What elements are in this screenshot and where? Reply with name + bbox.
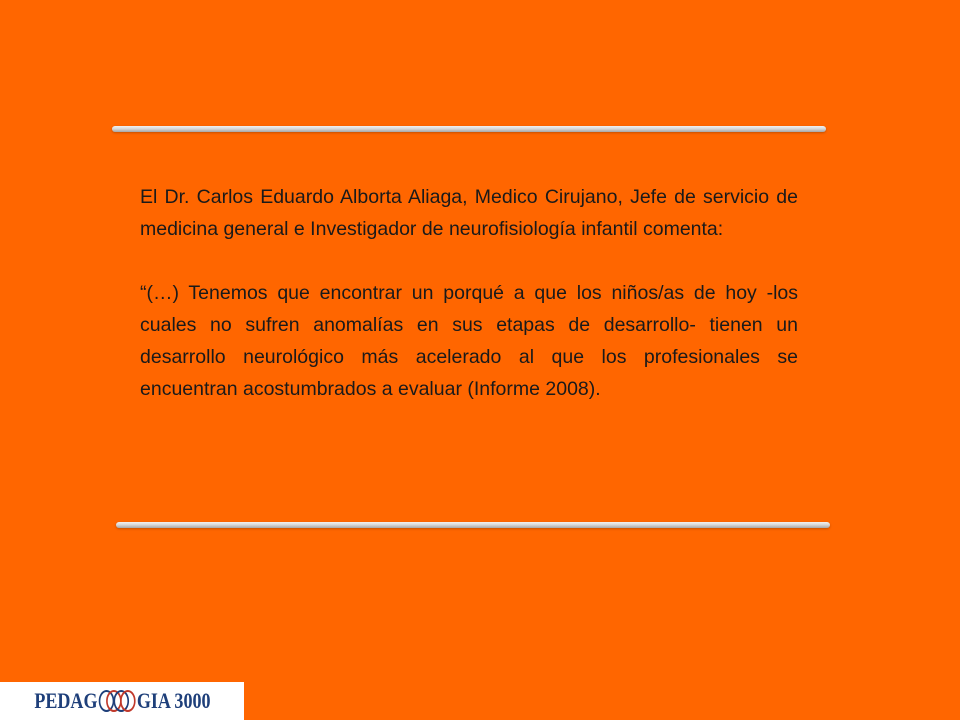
top-divider-bar bbox=[112, 126, 826, 132]
logo-wordmark bbox=[34, 688, 210, 714]
logo-text-right: GIA 3000 bbox=[136, 688, 211, 713]
quote-paragraph: “(…) Tenemos que encontrar un porqué a que los niños/as de hoy -los cuales no sufren anomalías en sus etapas de desarrollo- tienen un desarrollo neurológico más acelerado al que los profesionales se encuentran acostumbrados a evaluar (Informe 2008). bbox=[140, 282, 798, 400]
interlocking-rings-icon bbox=[98, 688, 136, 714]
logo-text-left: PEDAG bbox=[33, 688, 98, 713]
pedagogia-3000-logo bbox=[0, 682, 244, 720]
intro-paragraph: El Dr. Carlos Eduardo Alborta Aliaga, Medico Cirujano, Jefe de servicio de medicina general e Investigador de neurofisiología infantil comenta: bbox=[140, 186, 798, 240]
quote-text-block bbox=[140, 181, 798, 405]
bottom-divider-bar bbox=[116, 522, 830, 528]
